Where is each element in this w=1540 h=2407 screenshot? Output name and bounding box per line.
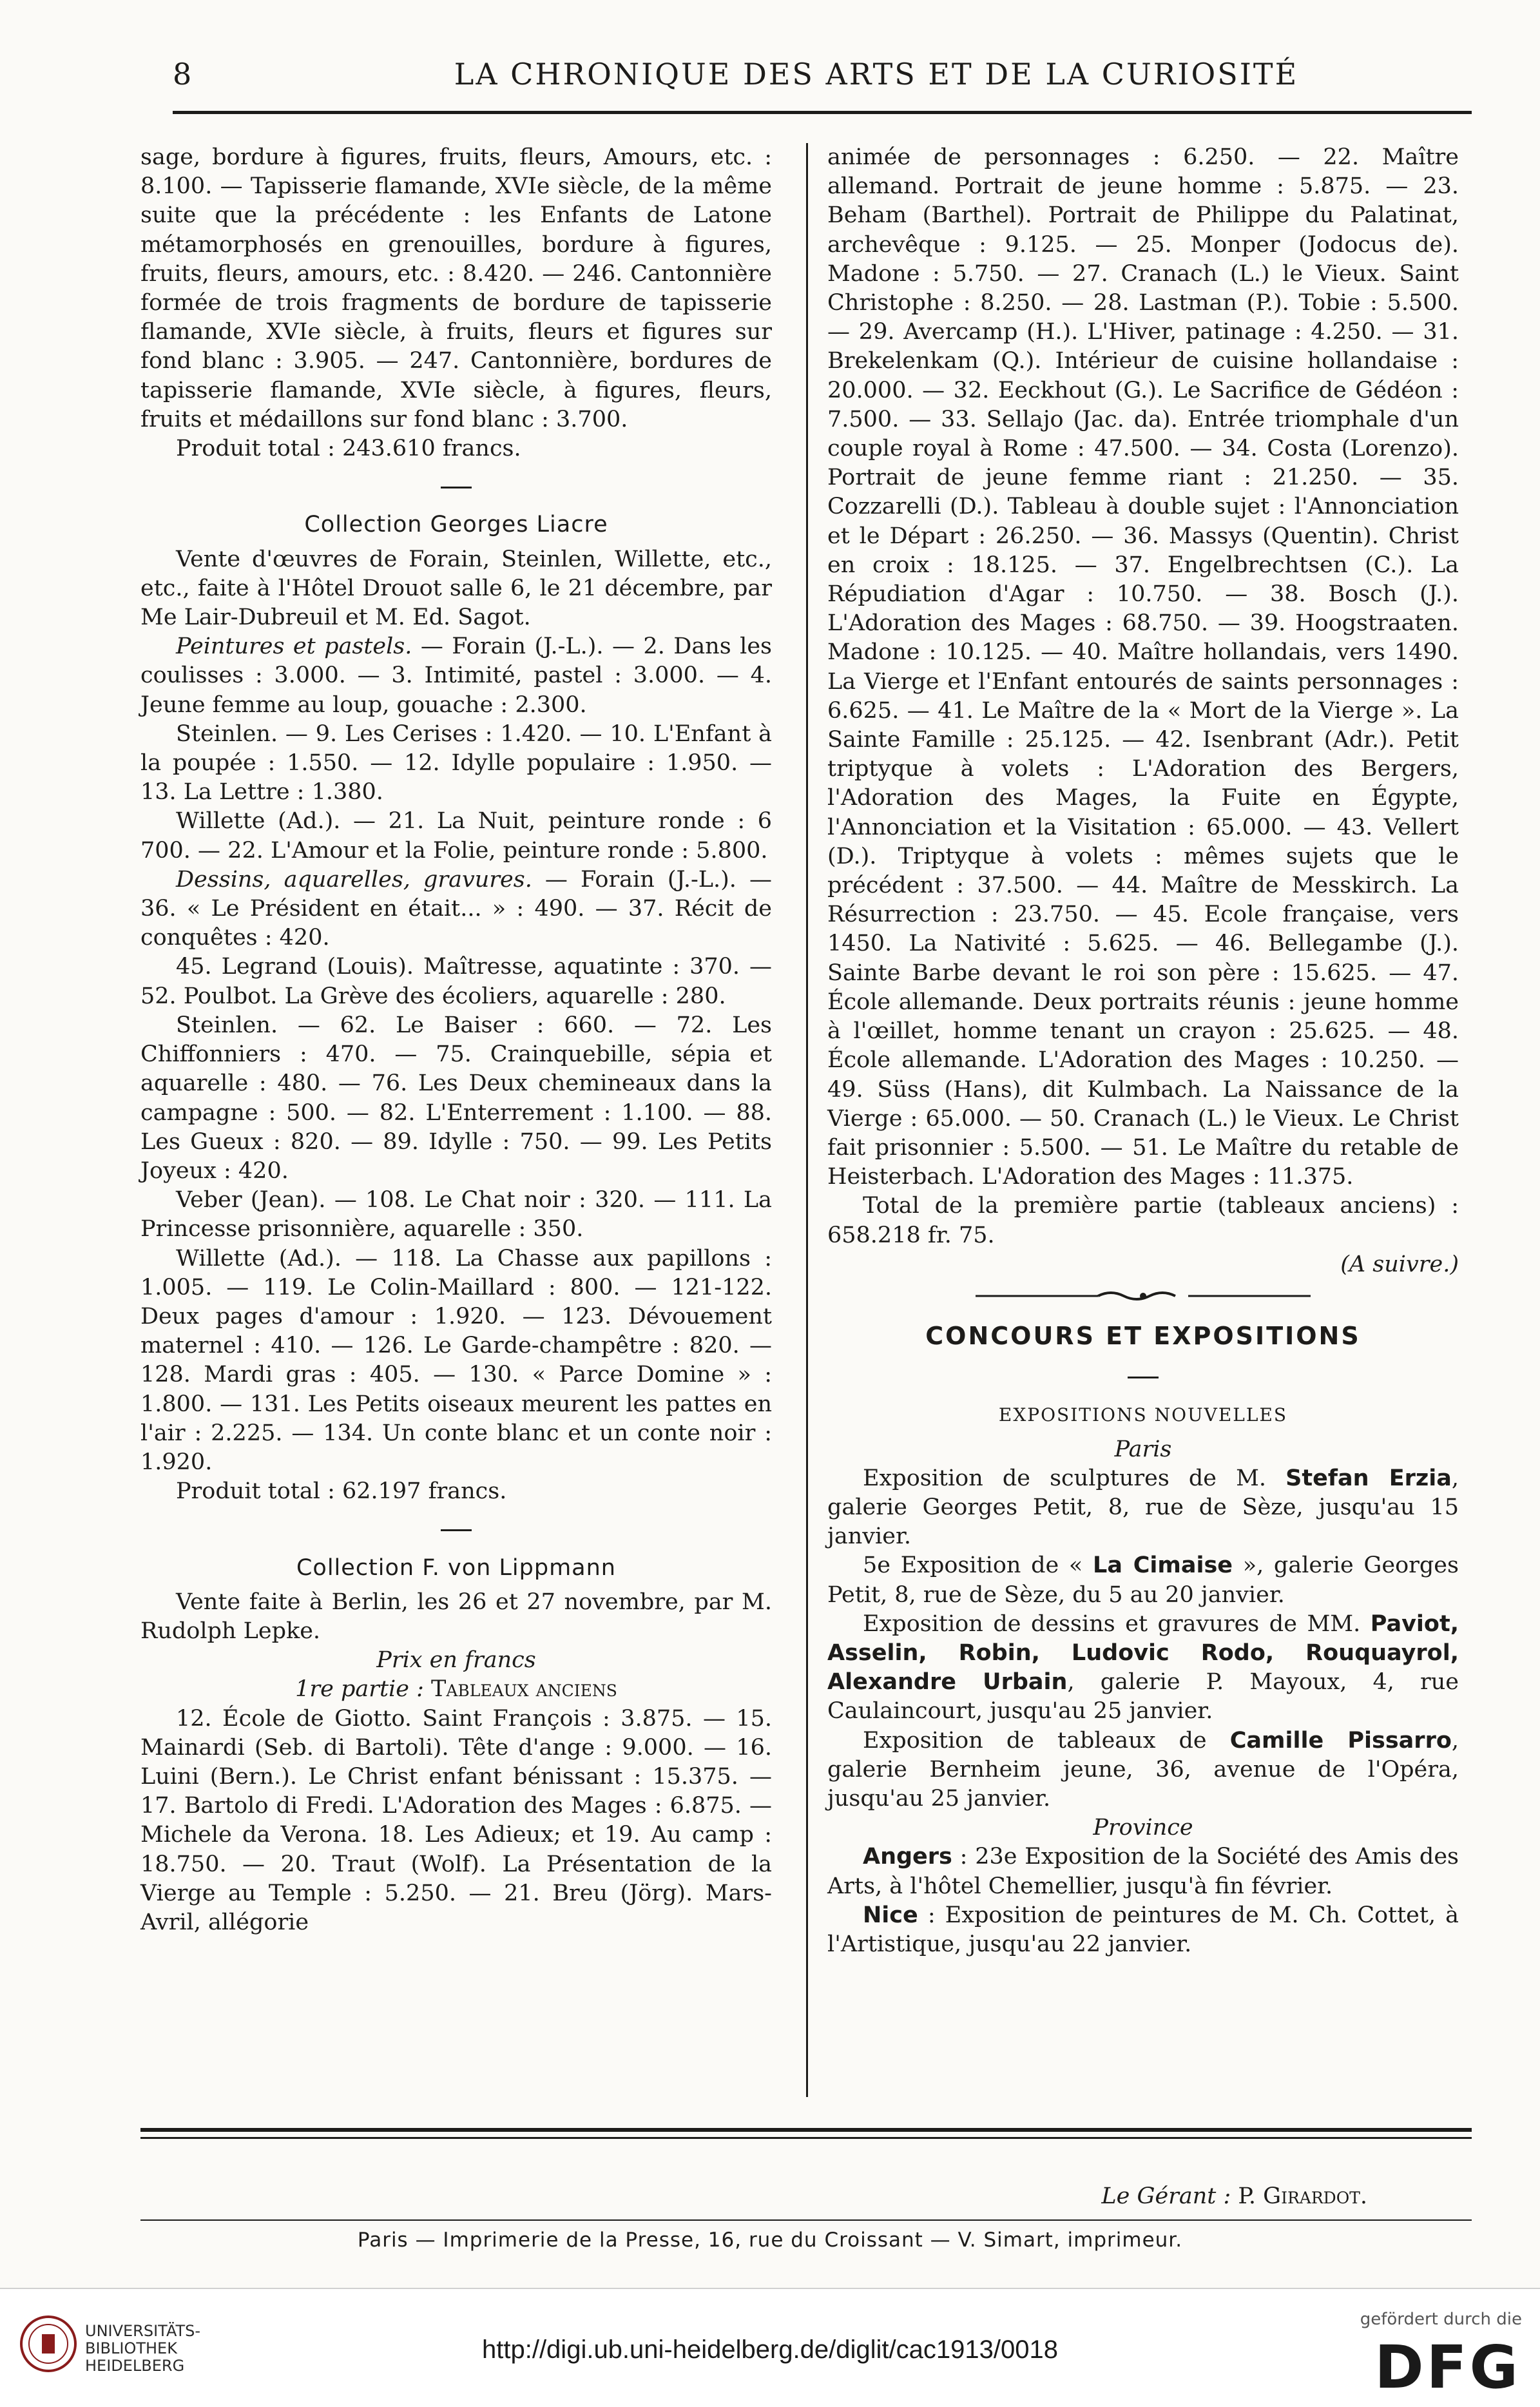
exposition-4 bbox=[827, 1726, 1459, 1814]
dfg-logo: DFG bbox=[1374, 2333, 1521, 2402]
liacre-peintures bbox=[140, 632, 772, 720]
section-heading-concours: CONCOURS ET EXPOSITIONS bbox=[925, 1321, 1361, 1350]
liacre-legrand: 45. Legrand (Louis). Maîtresse, aquatinte : 370. — 52. Poulbot. La Grève des écoliers, aquarelle : 280. bbox=[140, 954, 772, 1009]
page-number: 8 bbox=[173, 57, 192, 92]
artist-name: La Cimaise bbox=[1093, 1552, 1233, 1579]
header-rule bbox=[173, 111, 1472, 114]
lippmann-text: 12. École de Giotto. Saint François : 3.875. — 15. Mainardi (Seb. di Bartoli). Tête d'ange : 9.000. — 16. Luini (Bern.). Le Christ enfant bénissant : 15.375. — 17. Bartolo di Fredi. L'Adoration des Mages : 6.875. — Michele da Verona. 18. Les Adieux; et 19. Au camp : 18.750. — 20. Traut (Wolf). La Présentation de la Vierge au Temple : 5.250. — 21. Breu (Jörg). Mars-Avril, allégorie bbox=[140, 1705, 772, 1935]
bottom-rule-thin bbox=[140, 2137, 1472, 2139]
italic-label: 1re bbox=[295, 1676, 334, 1703]
location-paris bbox=[827, 1435, 1459, 1464]
italic-label: (A suivre.) bbox=[1340, 1251, 1459, 1277]
right-column bbox=[827, 143, 1459, 1959]
section-heading-liacre: Collection Georges Liacre bbox=[304, 512, 608, 538]
lippmann-partie bbox=[140, 1675, 772, 1704]
paragraph-text: », galerie Georges Petit, 8, rue de Sèze, du 5 au 20 janvier. bbox=[827, 1552, 1459, 1608]
page-title: LA CHRONIQUE DES ARTS ET DE LA CURIOSITÉ bbox=[454, 57, 1299, 92]
ornament-divider-icon bbox=[976, 1288, 1311, 1304]
intro-paragraph: sage, bordure à figures, fruits, fleurs, Amours, etc. : 8.100. — Tapisserie flamande, XVIe siècle, de la même suite que la précédente : les Enfants de Latone métamorphosés en grenouilles, bordure à figures, fruits, fleurs, amours, etc. : 8.420. — 246. Cantonnière formée de trois fragments de bordure de tapisserie flamande, XVIe siècle, à fruits, fleurs et figures sur fond blanc : 3.905. — 247. Cantonnière, bordures de tapisserie flamande, XVIe siècle, à figures, fleurs, fruits et médaillons sur fond blanc : 3.700. bbox=[140, 144, 772, 432]
paragraph-text: Exposition de sculptures de M. bbox=[863, 1465, 1286, 1491]
liacre-veber: Veber (Jean). — 108. Le Chat noir : 320. — 111. La Princesse prisonnière, aquarelle : 350. bbox=[140, 1187, 772, 1242]
paragraph-text: , galerie P. Mayoux, 4, rue Caulaincourt, jusqu'au 25 janvier. bbox=[827, 1669, 1459, 1725]
section-separator bbox=[140, 472, 772, 501]
left-column bbox=[140, 143, 772, 1937]
italic-label: partie : bbox=[333, 1676, 431, 1703]
artist-name: Stefan Erzia bbox=[1285, 1465, 1452, 1491]
liacre-total: Produit total : 62.197 francs. bbox=[176, 1478, 507, 1505]
liacre-willette-1: Willette (Ad.). — 21. La Nuit, peinture ronde : 6 700. — 22. L'Amour et la Folie, peinture ronde : 5.800. bbox=[140, 808, 772, 864]
gerant-rule bbox=[140, 2219, 1472, 2221]
paragraph-text: : Exposition de peintures de M. Ch. Cottet, à l'Artistique, jusqu'au 22 janvier. bbox=[827, 1902, 1459, 1957]
section-separator bbox=[140, 1515, 772, 1544]
city-name: Nice bbox=[863, 1902, 918, 1928]
exposition-nice bbox=[827, 1901, 1459, 1959]
paragraph-text: Exposition de dessins et gravures de MM. bbox=[863, 1610, 1371, 1637]
section-heading-lippmann: Collection F. von Lippmann bbox=[296, 1554, 616, 1581]
paragraph-text: Exposition de tableaux de bbox=[863, 1727, 1230, 1754]
bottom-rule-thick bbox=[140, 2128, 1472, 2132]
imprint-line: Paris — Imprimerie de la Presse, 16, rue du Croissant — V. Simart, imprimeur. bbox=[357, 2228, 1183, 2252]
library-name-line: UNIVERSITÄTS- bbox=[85, 2322, 201, 2340]
paragraph-text: , galerie Bernheim jeune, 36, avenue de l'Opéra, jusqu'au 25 janvier. bbox=[827, 1727, 1459, 1812]
funded-by-label: gefördert durch die bbox=[1360, 2310, 1522, 2329]
paragraph-text: 5e Exposition de « bbox=[863, 1552, 1093, 1579]
total-first-part: Total de la première partie (tableaux anciens) : 658.218 fr. 75. bbox=[827, 1193, 1459, 1248]
subheading-expositions: EXPOSITIONS NOUVELLES bbox=[998, 1404, 1288, 1426]
paragraph-text: — Forain (J.-L.). — 36. « Le Président en était... » : 490. — 37. Récit de conquêtes : 420. bbox=[140, 866, 772, 951]
gerant-line bbox=[1101, 2183, 1367, 2209]
lippmann-prix bbox=[140, 1646, 772, 1675]
italic-label: Le Gérant : bbox=[1101, 2183, 1238, 2209]
italic-label: Prix en francs bbox=[376, 1647, 536, 1674]
artist-name: Paviot, Asselin, Robin, Ludovic Rodo, Rouquayrol, Alexandre Urbain bbox=[827, 1610, 1459, 1696]
liacre-steinlen-1: Steinlen. — 9. Les Cerises : 1.420. — 10. L'Enfant à la poupée : 1.550. — 12. Idylle populaire : 1.950. — 13. La Lettre : 1.380. bbox=[140, 720, 772, 806]
library-name-line: BIBLIOTHEK bbox=[85, 2339, 177, 2357]
lippmann-intro: Vente faite à Berlin, les 26 et 27 novembre, par M. Rudolph Lepke. bbox=[140, 1589, 772, 1644]
paragraph-text: : 23e Exposition de la Société des Amis des Arts, à l'hôtel Chemellier, jusqu'à fin février. bbox=[827, 1844, 1459, 1899]
liacre-dessins bbox=[140, 865, 772, 953]
exposition-3 bbox=[827, 1610, 1459, 1726]
total-paragraph: Produit total : 243.610 francs. bbox=[176, 436, 521, 462]
location-province bbox=[827, 1813, 1459, 1842]
city-name: Angers bbox=[863, 1844, 952, 1870]
exposition-2 bbox=[827, 1551, 1459, 1609]
paragraph-text: — Forain (J.-L.). — 2. Dans les coulisses : 3.000. — 3. Intimité, pastel : 3.000. — 4. Jeune femme au loup, gouache : 2.300. bbox=[140, 633, 772, 718]
exposition-1 bbox=[827, 1464, 1459, 1552]
continuation-paragraph: animée de personnages : 6.250. — 22. Maître allemand. Portrait de jeune homme : 5.875. — 23. Beham (Barthel). Portrait de Philippe du Palatinat, archevêque : 9.125. — 25. Monper (Jodocus de). Madone : 5.750. — 27. Cranach (L.) le Vieux. Saint Christophe : 8.250. — 28. Lastman (P.). Tobie : 5.500. — 29. Avercamp (H.). L'Hiver, patinage : 4.250. — 31. Brekelenkam (Q.). Intérieur de cuisine hollandaise : 20.000. — 32. Eeckhout (G.). Le Sacrifice de Gédéon : 7.500. — 33. Sellajo (Jac. da). Entrée triomphale d'un couple royal à Rome : 47.500. — 34. Costa (Lorenzo). Portrait de jeune femme riant : 21.250. — 35. Cozzarelli (D.). Tableau à double sujet : l'Annonciation et le Départ : 26.250. — 36. Massys (Quentin). Christ en croix : 18.125. — 37. Engelbrechtsen (C.). La Répudiation d'Agar : 10.750. — 38. Bosch (J.). L'Adoration des Mages : 68.750. — 39. Hoogstraaten. Madone : 10.125. — 40. Maître hollandais, vers 1490. La Vierge et l'Enfant entourés de saints personnages : 6.625. — 41. Le Maître de la « Mort de la Vierge ». La Sainte Famille : 25.125. — 42. Isenbrant (Adr.). Petit triptyque à volets : L'Adoration des Bergers, l'Adoration des Mages, la Fuite en Égypte, l'Annonciation et la Visitation : 65.000. — 43. Vellert (D.). Triptyque à volets : mêmes sujets que le précédent : 37.500. — 44. Maître de Messkirch. La Résurrection : 23.750. — 45. Ecole française, vers 1450. La Nativité : 5.625. — 46. Bellegambe (J.). Sainte Barbe devant le roi son père : 15.625. — 47. École allemande. Deux portraits réunis : jeune homme à l'œillet, homme tenant un crayon : 25.625. — 48. École allemande. L'Adoration des Mages : 10.250. — 49. Süss (Hans), dit Kulmbach. La Naissance de la Vierge : 65.000. — 50. Cranach (L.) le Vieux. Le Christ fait prisonnier : 5.500. — 51. Le Maître du retable de Heisterbach. L'Adoration des Mages : 11.375. bbox=[827, 144, 1459, 1190]
gerant-name: P. Girardot. bbox=[1238, 2183, 1367, 2209]
liacre-intro: Vente d'œuvres de Forain, Steinlen, Willette, etc., etc., faite à l'Hôtel Drouot salle 6, le 21 décembre, par Me Lair-Dubreuil et M. Ed. Sagot. bbox=[140, 546, 772, 631]
liacre-steinlen-2: Steinlen. — 62. Le Baiser : 660. — 72. Les Chiffonniers : 470. — 75. Crainquebille, sépia et aquarelle : 480. — 76. Les Deux chemineaux dans la campagne : 500. — 82. L'Enterrement : 1.100. — 88. Les Gueux : 820. — 89. Idylle : 750. — 99. Les Petits Joyeux : 420. bbox=[140, 1012, 772, 1184]
exposition-angers bbox=[827, 1842, 1459, 1900]
italic-label: Peintures et pastels. bbox=[176, 633, 412, 660]
a-suivre bbox=[827, 1250, 1459, 1279]
source-url-link[interactable]: http://digi.ub.uni-heidelberg.de/diglit/cac1913/0018 bbox=[482, 2335, 1058, 2364]
small-caps-label: Tableaux anciens bbox=[431, 1676, 617, 1703]
italic-label: Province bbox=[1093, 1815, 1193, 1841]
paragraph-text: , galerie Georges Petit, 8, rue de Sèze, jusqu'au 15 janvier. bbox=[827, 1465, 1459, 1550]
library-name-line: HEIDELBERG bbox=[85, 2357, 185, 2375]
liacre-willette-2: Willette (Ad.). — 118. La Chasse aux papillons : 1.005. — 119. Le Colin-Maillard : 800. — 121-122. Deux pages d'amour : 1.920. — 123. Dévouement maternel : 410. — 126. Le Garde-champêtre : 820. — 128. Mardi gras : 405. — 130. « Parce Domine » : 1.800. — 131. Les Petits oiseaux meurent les pattes en l'air : 2.225. — 134. Un conte blanc et un conte noir : 1.920. bbox=[140, 1245, 772, 1475]
italic-label: Paris bbox=[1114, 1436, 1172, 1462]
italic-label: Dessins, aquarelles, gravures. bbox=[176, 866, 532, 893]
section-separator bbox=[827, 1362, 1459, 1391]
artist-name: Camille Pissarro bbox=[1229, 1727, 1452, 1754]
digitization-footer bbox=[0, 2288, 1540, 2407]
column-divider bbox=[806, 143, 808, 2097]
